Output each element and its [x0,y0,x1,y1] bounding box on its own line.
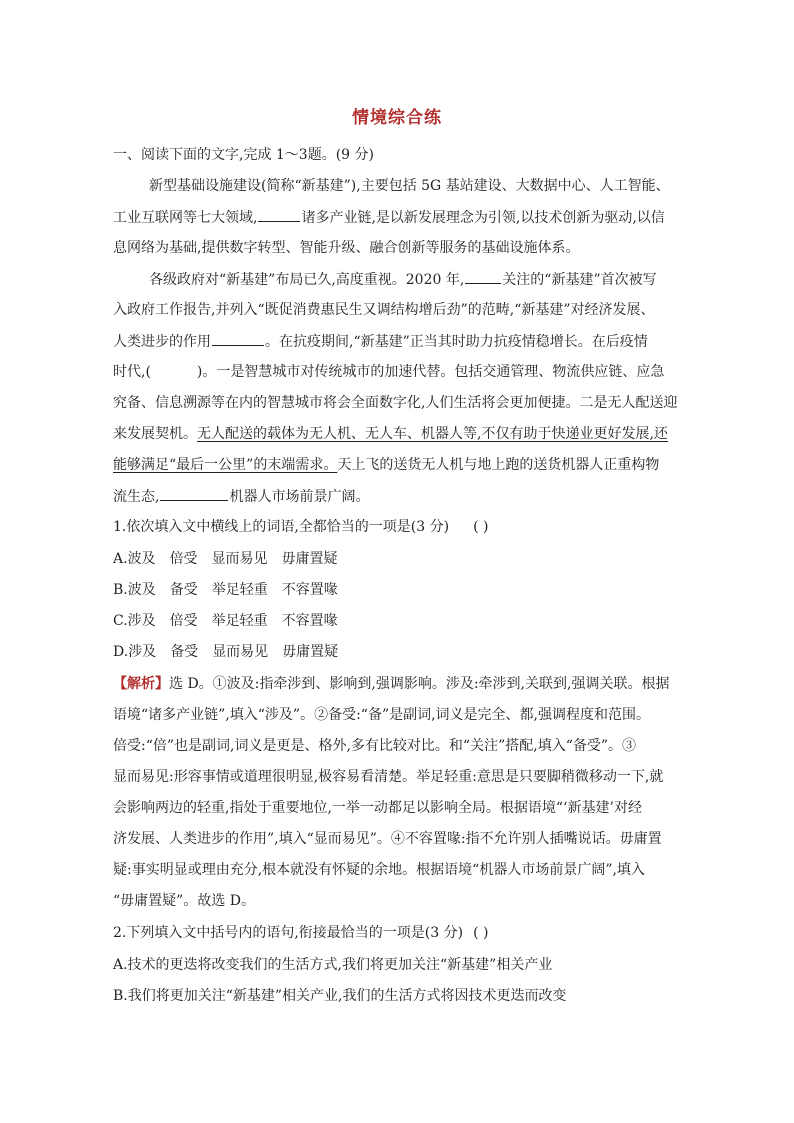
option-d: D.涉及 备受 显而易见 毋庸置疑 [113,644,339,660]
text-span: 时代,( [113,364,151,380]
text-span: 诸多产业链,是以新发展理念为引领,以技术创新为驱动,以信 [301,210,665,226]
para2-line8 [113,486,685,507]
answer-paren: ( ) [473,925,489,941]
page-title: 情境综合练 [352,108,442,128]
text-span: 1.依次填入文中横线上的词语,全都恰当的一项是(3 分) [113,519,450,535]
para2-line2: 入政府工作报告,并列入“既促消费惠民生又调结构增后劲”的范畴,“新基建”对经济发展、 [113,302,655,318]
para2-line4 [113,362,685,382]
fill-blank-4 [160,486,228,501]
text-span: 来发展契机。 [113,426,197,442]
analysis-line8: “毋庸置疑”。故选 D。 [113,893,255,909]
para2-line1 [149,269,685,290]
option-a: A.波及 倍受 显而易见 毋庸置疑 [113,551,338,567]
question-2-stem [113,923,685,943]
para1-line1: 新型基础设施建设(简称“新基建”),主要包括 5G 基站建设、大数据中心、人工智能、 [149,178,670,194]
fill-blank-1 [258,207,300,222]
q2-option-b: B.我们将更加关注“新基建”相关产业,我们的生活方式将因技术更迭而改变 [113,988,567,1004]
analysis-line5: 会影响两边的轻重,指处于重要地位,一举一动都足以影响全局。根据语境“‘新基建’对经 [113,800,642,816]
analysis-line6: 济发展、人类进步的作用”,填入“显而易见”。④不容置喙:指不允许别人插嘴说话。毋庸置 [113,831,662,847]
text-span: 工业互联网等七大领域, [113,210,258,226]
analysis-line2: 语境“诸多产业链”,填入“涉及”。②备受:“备”是副词,词义是完全、都,强调程度和范围。 [113,707,651,723]
text-span: 流生态, [113,489,160,505]
text-span: 天上飞的送货无人机与地上跑的送货机器人正重构物 [337,457,660,473]
para1-line2 [113,207,685,228]
option-c: C.涉及 倍受 举足轻重 不容置喙 [113,613,338,629]
analysis-line7: 疑:事实明显或理由充分,根本就没有怀疑的余地。根据语境“机器人市场前景广阔”,填入 [113,862,645,878]
text-span: 2.下列填入文中括号内的语句,衔接最恰当的一项是(3 分) [113,925,464,941]
question-1-stem [113,517,685,537]
option-b: B.波及 备受 举足轻重 不容置喙 [113,582,338,598]
text-span: 各级政府对“新基建”布局已久,高度重视。2020 年, [149,272,465,288]
text-span: )。一是智慧城市对传统城市的加速代替。包括交通管理、物流供应链、应急 [196,364,665,380]
underlined-sentence: 无人配送的载体为无人机、无人车、机器人等,不仅有助于快递业更好发展,还 [197,426,668,442]
q2-option-a: A.技术的更迭将改变我们的生活方式,我们将更加关注“新基建”相关产业 [113,957,553,973]
section-heading: 一、阅读下面的文字,完成 1～3题。(9 分) [113,147,374,163]
text-span: 选 D。①波及:指牵涉到、影响到,强调影响。涉及:牵涉到,关联到,强调关联。根据 [169,676,670,692]
text-span: 关注的“新基建”首次被写 [502,272,657,288]
fill-blank-2 [465,269,501,284]
analysis-line4: 显而易见:形容事情或道理很明显,极容易看清楚。举足轻重:意思是只要脚稍微移动一下,就 [113,769,664,785]
analysis-line1 [113,674,685,694]
text-span: 人类进步的作用 [113,334,211,350]
text-span: 机器人市场前景广阔。 [229,489,370,505]
analysis-line3: 倍受:“倍”也是副词,词义是更是、格外,多有比较对比。和“关注”搭配,填入“备受”。③ [113,738,637,754]
text-span: 。在抗疫期间,“新基建”正当其时助力抗疫情稳增长。在后疫情 [265,334,648,350]
para2-line3 [113,331,685,352]
analysis-tag: 【解析】 [113,676,169,692]
fill-blank-3 [212,331,264,346]
para2-line7 [113,455,685,475]
para2-line5: 究备、信息溯源等在内的智慧城市将会全面数字化,人们生活将会更加便捷。二是无人配送迎 [113,395,678,411]
para2-line6 [113,424,685,444]
answer-paren: ( ) [473,519,489,535]
underlined-sentence: 能够满足“最后一公里”的末端需求。 [113,457,338,473]
para1-line3: 息网络为基础,提供数字转型、智能升级、融合创新等服务的基础设施体系。 [113,240,580,256]
